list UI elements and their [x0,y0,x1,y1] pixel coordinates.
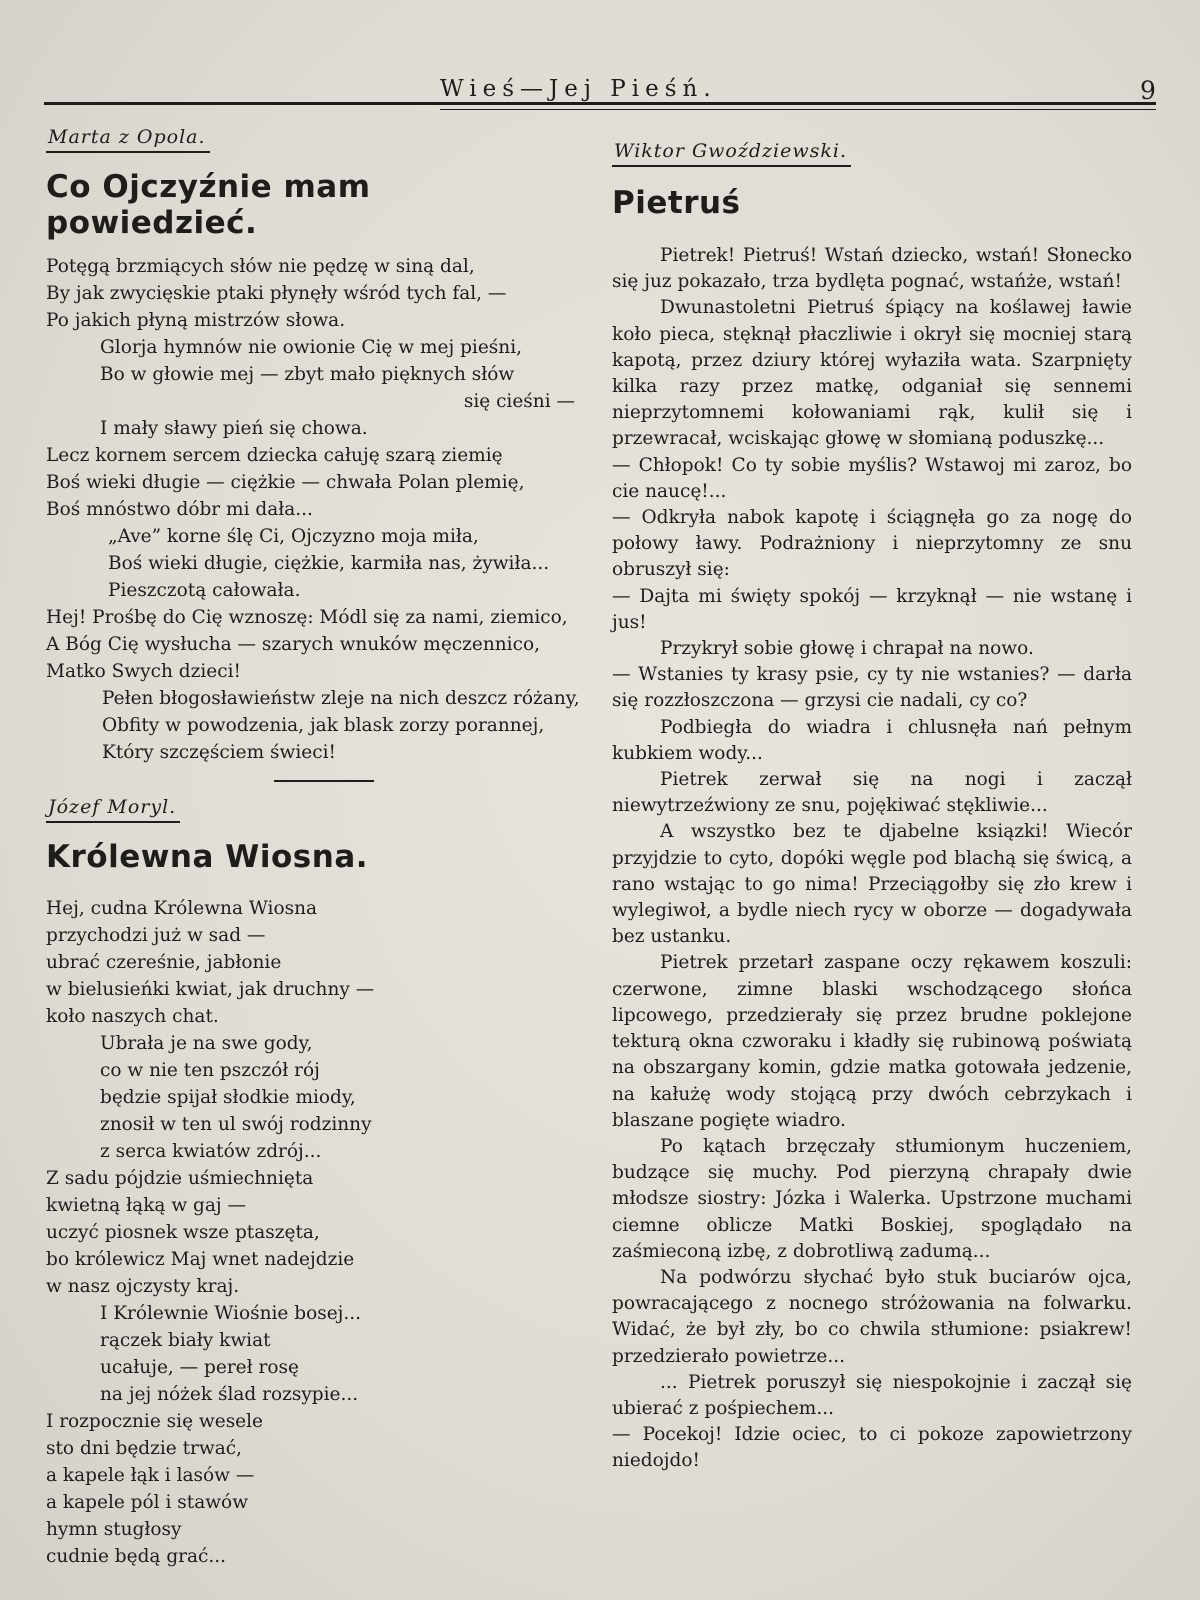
running-title: Wieś—Jej Pieśń. [440,76,717,102]
poem1-verse [46,253,591,766]
verse-line: się cieśni — [463,391,575,412]
verse-line: uczyć piosnek wsze ptaszęta, [46,1222,320,1243]
verse-line: w nasz ojczysty kraj. [46,1276,240,1297]
story-paragraph: Pietrek! Pietruś! Wstań dziecko, wstań! Słonecko się juz pokazało, trza bydlęta pognać, wstańże, wstań! [612,245,1132,293]
verse-line: Boś mnóstwo dóbr mi dała... [46,499,313,520]
page-number: 9 [1140,76,1156,105]
story-paragraph: Na podwórzu słychać było stuk buciarów ojca, powracającego z nocnego stróżowania na folwarku. Widać, że był zły, bo co chwila stłumione: psiakrew! przedzierało powietrze... [612,1266,1132,1367]
poem2-title: Królewna Wiosna. [46,839,369,875]
verse-line: By jak zwycięskie ptaki płynęły wśród tych fal, — [46,283,507,304]
verse-line: cudnie będą grać... [46,1546,227,1567]
verse-line: kwietną łąką w gaj — [46,1195,247,1216]
story-author: Wiktor Gwoździewski. [612,140,851,167]
verse-line: co w nie ten pszczół rój [100,1060,320,1081]
verse-line: Matko Swych dzieci! [46,661,241,682]
story-paragraph: — Dajta mi święty spokój — krzyknął — nie wstanę i jus! [612,585,1132,633]
verse-line: I mały sławy pień się chowa. [100,418,368,439]
section-divider [274,780,374,782]
verse-line: będzie spijał słodkie miody, [100,1087,356,1108]
story-paragraph: — Wstanies ty krasy psie, cy ty nie wstanies? — darła się rozzłoszczona — grzysi cie nadali, cy co? [612,664,1132,712]
verse-line: sto dni będzie trwać, [46,1438,243,1459]
header-rule-thin [440,109,1156,110]
poem1-title: Co Ojczyźnie mam powiedzieć. [46,169,371,241]
story-paragraph: — Pocekoj! Idzie ociec, to ci pokoze zapowietrzony niedojdo! [612,1424,1132,1472]
right-column [612,140,1152,1475]
verse-line: koło naszych chat. [46,1006,219,1027]
verse-line: na jej nóżek ślad rozsypie... [100,1384,359,1405]
verse-line: Który szczęściem świeci! [102,742,336,763]
verse-line: znosił w ten ul swój rodzinny [100,1114,372,1135]
verse-line: rączek biały kwiat [100,1330,271,1351]
story-body [612,243,1132,1475]
story-paragraph: Podbiegła do wiadra i chlusnęła nań pełnym kubkiem wody... [612,716,1132,764]
verse-line: „Ave” korne ślę Ci, Ojczyzno moja miła, [108,526,479,547]
story-title: Pietruś [612,185,741,221]
verse-line: hymn stugłosy [46,1519,182,1540]
verse-line: Pełen błogosławieństw zleje na nich deszcz różany, [102,688,580,709]
verse-line: ucałuje, — pereł rosę [100,1357,299,1378]
verse-line: Pieszczotą całowała. [108,580,301,601]
header-rule [44,102,1156,105]
verse-line: I rozpocznie się wesele [46,1411,263,1432]
story-paragraph: — Odkryła nabok kapotę i ściągnęła go za nogę do połowy ławy. Podrażniony i nieprzytomny ze snu obruszył się: [612,507,1132,581]
verse-line: Lecz kornem sercem dziecka całuję szarą ziemię [46,445,503,466]
verse-line: przychodzi już w sad — [46,925,266,946]
verse-line: bo królewicz Maj wnet nadejdzie [46,1249,355,1270]
verse-line: z serca kwiatów zdrój... [100,1141,322,1162]
story-paragraph: — Chłopok! Co ty sobie myślis? Wstawoj mi zaroz, bo cie naucę!... [612,454,1132,502]
story-paragraph: ... Pietrek poruszył się niespokojnie i zaczął się ubierać z pośpiechem... [612,1371,1132,1419]
verse-line: Obfity w powodzenia, jak blask zorzy porannej, [102,715,545,736]
verse-line: a kapele pól i stawów [46,1492,249,1513]
verse-line: I Królewnie Wiośnie bosej... [100,1303,362,1324]
verse-line: Hej! Prośbę do Cię wznoszę: Módl się za nami, ziemico, [46,607,568,628]
verse-line: Z sadu pójdzie uśmiechnięta [46,1168,314,1189]
verse-line: A Bóg Cię wysłucha — szarych wnuków męczennico, [46,634,540,655]
poem2-author: Józef Moryl. [46,796,180,823]
verse-line: Ubrała je na swe gody, [100,1033,313,1054]
verse-line: ubrać czereśnie, jabłonie [46,952,282,973]
story-paragraph: Przykrył sobie głowę i chrapał na nowo. [660,638,1034,660]
verse-line: Boś wieki długie, ciężkie, karmiła nas, żywiła... [108,553,550,574]
verse-line: Boś wieki długie — ciężkie — chwała Polan plemię, [46,472,525,493]
story-paragraph: Dwunastoletni Pietruś śpiący na koślawej ławie koło pieca, stęknął płaczliwie i okrył się mocniej starą kapotą, przez dziury której wyłaziła wata. Szarpnięty kilka razy przez matkę, odganiał się sennemi nieprzytomnemi kołowaniami rąk, kulił się i przewracał, wciskając głowę w słomianą poduszkę... [612,297,1132,450]
verse-line: w bielusieńki kwiat, jak druchny — [46,979,375,1000]
story-paragraph: A wszystko bez te djabelne ksiązki! Wiecór przyjdzie to cyto, dopóki węgle pod blachą się świcą, a rano wstając to go nima! Przeciągołby się zło krew i wylegiwoł, a bydle niech rycy w oborze — dogadywała bez ustanku. [612,821,1132,948]
verse-line: Potęgą brzmiących słów nie pędzę w siną dal, [46,256,475,277]
story-paragraph: Pietrek przetarł zaspane oczy rękawem koszuli: czerwone, zimne blaski wschodzącego słońca lipcowego, przedzierały się przez brudne poklejone tekturą okna czworaku i kładły się rubinową poświatą na obszargany komin, gdzie matka gotowała jedzenie, na kałużę wody stojącą przy dwóch cebrzykach i blaszane pogięte wiadro. [612,952,1132,1131]
poem2-verse [46,895,591,1570]
verse-line: Hej, cudna Królewna Wiosna [46,898,318,919]
story-paragraph: Pietrek zerwał się na nogi i zaczął niewytrzeźwiony ze snu, pojękiwać stękliwie... [612,769,1132,817]
verse-line: Po jakich płyną mistrzów słowa. [46,310,346,331]
verse-line: Bo w głowie mej — zbyt mało pięknych słów [100,364,515,385]
verse-line: a kapele łąk i lasów — [46,1465,255,1486]
poem1-author: Marta z Opola. [46,126,210,153]
story-paragraph: Po kątach brzęczały stłumionym huczeniem, budzące się muchy. Pod pierzyną chrapały dwie młodsze siostry: Józka i Walerka. Upstrzone muchami ciemne oblicze Matki Boskiej, spoglądało na zaśmieconą izbę, z dobrotliwą zadumą... [612,1135,1132,1262]
verse-line: Glorja hymnów nie owionie Cię w mej pieśni, [100,337,522,358]
left-column [46,126,591,1570]
